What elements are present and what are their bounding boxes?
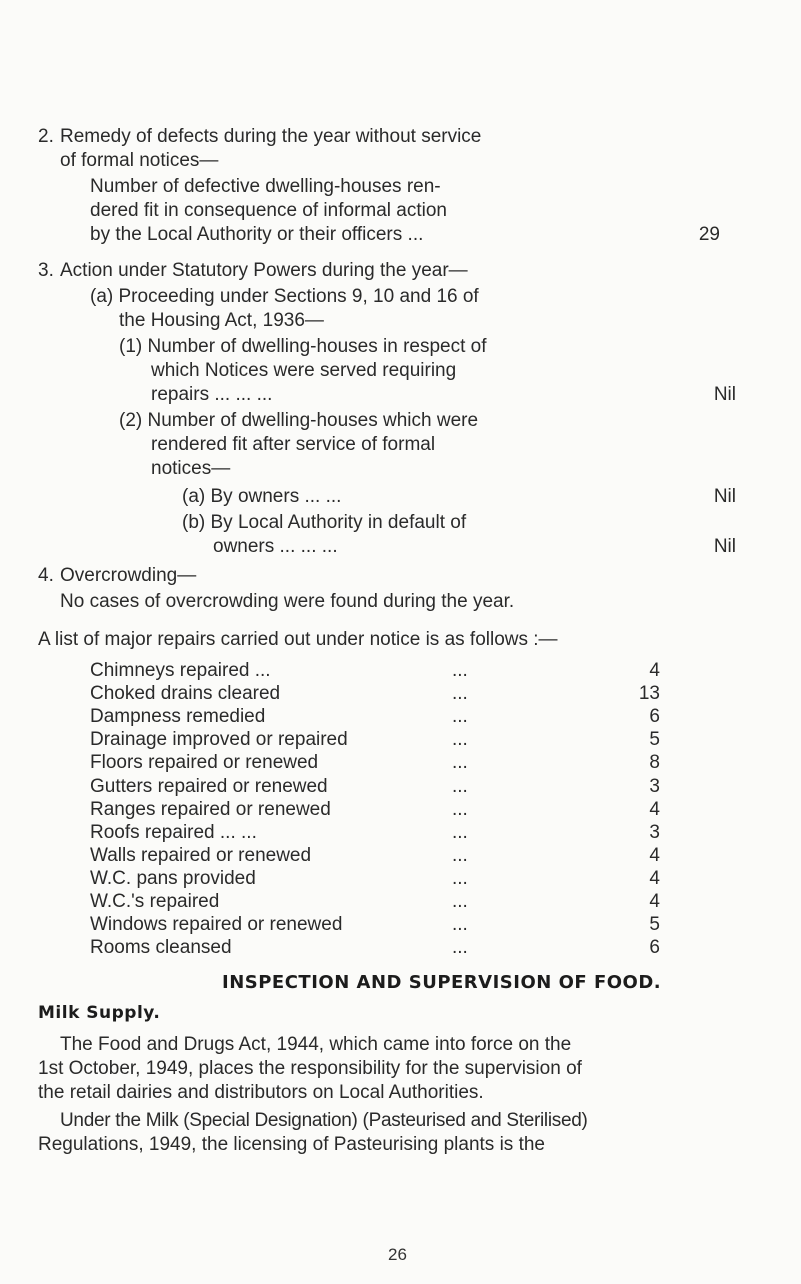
section-2-sub-line-1: Number of defective dwelling-houses ren- [90, 176, 441, 197]
repairs-row [90, 867, 660, 890]
repairs-item-label: Windows repaired or renewed [90, 914, 343, 936]
repairs-item-count: 4 [649, 891, 660, 912]
repairs-item-label: W.C. pans provided [90, 867, 256, 889]
repairs-item-count: 6 [649, 706, 660, 728]
repairs-row [90, 751, 660, 774]
milk-supply-subheading: Milk Supply. [38, 1003, 161, 1023]
by-authority-line-1: (b) By Local Authority in default of [182, 512, 467, 533]
repairs-item-leader-dots: ... [452, 775, 468, 797]
repairs-item-count: 3 [649, 775, 660, 797]
food-para-2-line-2: Regulations, 1949, the licensing of Pasteurising plants is the [38, 1134, 545, 1155]
repairs-row [90, 844, 660, 867]
repairs-item-label: Chimneys repaired ... [90, 660, 271, 681]
repairs-item-leader-dots: ... [452, 752, 468, 774]
section-2-number: 2. [38, 126, 54, 147]
repairs-item-label: Floors repaired or renewed [90, 752, 319, 774]
item-2-line-1: (2) Number of dwelling-houses which were [119, 410, 479, 431]
repairs-item-count: 5 [649, 729, 660, 751]
repairs-row [90, 913, 660, 936]
repairs-row [90, 659, 660, 682]
by-owners-value: Nil [713, 486, 736, 507]
repairs-item-count: 13 [638, 683, 660, 705]
repairs-row [90, 821, 660, 844]
repairs-item-label: Dampness remedied [90, 706, 266, 728]
repairs-item-count: 6 [649, 937, 660, 959]
repairs-item-label: Rooms cleansed [90, 937, 232, 959]
repairs-item-label: Drainage improved or repaired [90, 729, 348, 751]
section-4-number: 4. [38, 565, 54, 586]
repairs-row [90, 705, 660, 728]
repairs-item-count: 3 [649, 821, 660, 843]
repairs-item-leader-dots: ... [452, 660, 468, 681]
food-para-2-line-1: Under the Milk (Special Designation) (Pasteurised and Sterilised) [60, 1110, 588, 1131]
item-1-value: Nil [713, 384, 736, 405]
section-4-title: Overcrowding— [60, 565, 197, 586]
item-1-line-3: repairs ... ... ... [151, 384, 273, 405]
repairs-item-label: Walls repaired or renewed [90, 844, 312, 866]
section-4-text: No cases of overcrowding were found during the year. [60, 591, 515, 612]
repairs-item-leader-dots: ... [452, 914, 468, 936]
repairs-item-label: Roofs repaired ... ... [90, 821, 257, 843]
section-2-line-2: of formal notices— [60, 150, 219, 171]
item-1-line-1: (1) Number of dwelling-houses in respect of [119, 336, 487, 357]
repairs-row [90, 728, 660, 751]
section-3-number: 3. [38, 260, 54, 281]
repairs-item-label: Choked drains cleared [90, 683, 281, 705]
repairs-item-count: 4 [649, 798, 660, 820]
food-para-1-line-3: the retail dairies and distributors on Local Authorities. [38, 1082, 484, 1103]
repairs-row [90, 798, 660, 821]
repairs-item-leader-dots: ... [452, 867, 468, 889]
section-3a-line-2: the Housing Act, 1936— [119, 310, 324, 331]
section-2-line-1: Remedy of defects during the year without service [60, 126, 482, 147]
repairs-item-label: Ranges repaired or renewed [90, 798, 331, 820]
food-para-1-line-2: 1st October, 1949, places the responsibility for the supervision of [38, 1058, 582, 1079]
repairs-item-leader-dots: ... [452, 683, 468, 705]
repairs-row [90, 936, 660, 959]
repairs-item-count: 5 [649, 914, 660, 936]
by-owners: (a) By owners ... ... [182, 486, 342, 507]
repairs-item-leader-dots: ... [452, 937, 468, 959]
section-3a-line-1: (a) Proceeding under Sections 9, 10 and 16 of [90, 286, 479, 307]
by-authority-value: Nil [713, 536, 736, 557]
repairs-item-leader-dots: ... [452, 706, 468, 728]
repairs-row [90, 890, 660, 913]
repairs-item-count: 4 [649, 867, 660, 889]
repairs-item-leader-dots: ... [452, 798, 468, 820]
section-2-value: 29 [698, 224, 720, 245]
repairs-item-leader-dots: ... [452, 844, 468, 866]
repairs-row [90, 682, 660, 705]
repairs-item-leader-dots: ... [452, 891, 468, 912]
repairs-item-label: W.C.'s repaired [90, 891, 220, 912]
repairs-item-label: Gutters repaired or renewed [90, 775, 328, 797]
food-para-1-line-1: The Food and Drugs Act, 1944, which came into force on the [60, 1034, 572, 1055]
food-heading: INSPECTION AND SUPERVISION OF FOOD. [222, 972, 662, 993]
repairs-item-count: 4 [649, 844, 660, 866]
section-2-sub-line-3: by the Local Authority or their officers ... [90, 224, 424, 245]
item-2-line-3: notices— [151, 458, 231, 479]
page-number: 26 [388, 1245, 407, 1264]
section-2-sub-line-2: dered fit in consequence of informal action [90, 200, 447, 221]
item-1-line-2: which Notices were served requiring [151, 360, 457, 381]
repairs-intro: A list of major repairs carried out under notice is as follows :— [38, 629, 558, 650]
repairs-item-count: 4 [649, 660, 660, 681]
item-2-line-2: rendered fit after service of formal [151, 434, 436, 455]
repairs-item-leader-dots: ... [452, 729, 468, 751]
repairs-item-count: 8 [649, 752, 660, 774]
repairs-row [90, 775, 660, 798]
by-authority-line-2: owners ... ... ... [213, 536, 338, 557]
section-3-title: Action under Statutory Powers during the year— [60, 260, 468, 281]
repairs-item-leader-dots: ... [452, 821, 468, 843]
